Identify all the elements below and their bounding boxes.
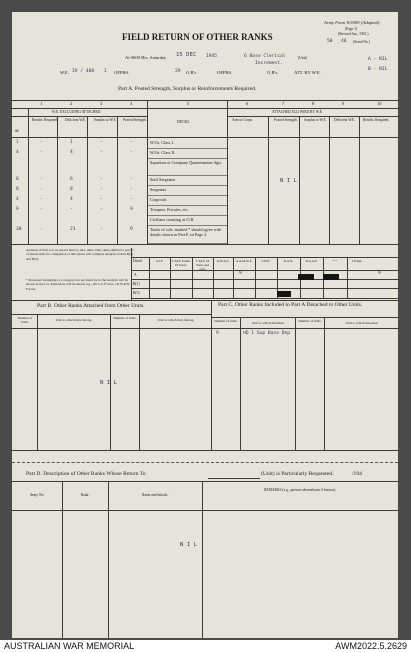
row-label: Sergeants [150,187,167,192]
analysis-row-b1: B(1) [133,282,140,286]
analysis-head-1: A.I.F. [155,259,164,263]
analysis-total-value: 9 [378,271,381,276]
row-value-c3: - [100,187,103,192]
attached-nil: N I L [280,178,297,184]
attached-heading: ATTACHED ALLOWED BY W.E. [272,110,323,114]
col-head-2: Deficient W.E. [65,118,87,122]
column-number-6: 6 [246,101,249,106]
redaction-civil [277,291,291,297]
col-head-10: Reinfts. Required. [363,118,390,122]
or-hand: 29 [175,69,181,74]
or-label-2: O.R's. [267,70,279,75]
analysis-awas-value: 9 [239,271,242,276]
row-value-we: 4 [16,150,19,155]
part-bc-head-7: Number of O.Rs. [298,319,322,323]
analysis-head-9: * * [332,259,338,263]
row-value-c3: - [100,150,103,155]
offrs-hand: 1 [104,69,107,74]
part-c-row-num: 9 [216,331,219,336]
footer-left: AUSTRALIAN WAR MEMORIAL [4,641,135,651]
analysis-detail-label: Detail [133,259,142,263]
punch-hole-top [2,120,11,129]
part-b-heading: Part B. Other Ranks Attached from Other Units. [37,303,145,309]
form-id: Army Form W3009 [324,20,360,25]
row-value-c3: - [100,207,103,212]
analysis-head-6: CIVIL [261,259,271,263]
part-bc-head-2: Unit to which they belong. [55,318,93,322]
row-value-c2: 4 [70,150,73,155]
punch-hole-bottom [2,520,11,529]
row-value-c1: - [40,197,43,202]
row-value-c4: - [130,187,133,192]
col-head-9: Deficient W.E. [334,118,356,122]
row-value-c3: - [100,197,103,202]
row-value-we: 30 [16,227,22,232]
row-value-c4: - [130,197,133,202]
row-value-c2: 8 [70,187,73,192]
analysis-head-7: R.A.N. [283,259,294,263]
column-number-9: 9 [342,101,345,106]
analysis-head-5: A.A.M.W.S. [235,259,253,263]
analysis-row-b3: B(3) [133,291,140,295]
we-excl-heading: W.E. EXCLUDING ATTACHED. [52,110,102,114]
row-value-c2: 21 [70,227,76,232]
row-label: Staff Sergeants [150,177,176,182]
analysis-head-2: C.M.F. Under 18 Years. [171,259,191,267]
row-label: Totals of cols. marked * should agree with details shown in Part E on Page 2. [150,227,222,237]
we-marker: WE [15,129,20,133]
row-value-c1: - [40,227,43,232]
page-number: (Page 1) [345,27,358,31]
row-value-c2: 4 [70,197,73,202]
unit-hand: 6 Base Clerical [244,54,286,59]
part-bc-head-4: Unit to which they belong. [157,318,195,322]
row-value-c3: - [100,227,103,232]
row-value-c4: - [130,150,133,155]
col-head-1: Reinfts. Required. [32,118,59,122]
part-bc-head-3: Number of O.Rs. [113,316,137,320]
offrs-label-2: OFFRS. [217,70,233,75]
row-value-c2: - [70,207,73,212]
row-value-c4: - [130,140,133,145]
b-nil: B - NIL [368,67,388,72]
column-number-7: 7 [282,101,285,106]
redaction-ran [298,274,314,280]
column-number-1: 1 [40,101,43,106]
row-label: Squadron or Company Quartermaster Sgts. [150,160,223,165]
part-d-head-1: Army No. [29,493,45,497]
revised-date: (Revised Jan., 1941.) [338,32,369,36]
part-b-nil: N I L [100,380,117,386]
part-d-head-3: Name and Initials. [141,493,169,497]
part-d-date: /194 [352,471,362,477]
col-head-3: Surplus to W.E. [94,118,117,122]
row-value-we: 6 [16,177,19,182]
column-number-10: 10 [377,101,382,106]
analysis-head-10: TOTAL [351,259,363,263]
part-d-heading-2: (Unit) is Particularly Requested. [261,471,334,477]
column-number-4: 4 [130,101,133,106]
part-bc-head-5: Number of O.Rs. [214,319,238,323]
part-bc-head-1: Number of O.Rs. [17,316,33,324]
unit-label: (Unit) [298,56,307,60]
row-value-c4: 9 [130,227,133,232]
footer-right: AWM2022.5.2629 [335,641,407,651]
part-c-row-unit: HQ 1 Sup Base Dep [243,331,291,336]
att-label: ATT. BY W.E. [294,70,321,75]
row-value-we: 8 [16,187,19,192]
part-d-nil: N I L [180,542,197,548]
row-value-c4: - [130,177,133,182]
column-number-3: 3 [100,101,103,106]
row-value-c2: 6 [70,177,73,182]
row-value-c2: 1 [70,140,73,145]
analysis-head-3: C.M.F. 18 Years and over. [195,259,210,271]
col-head-8: Surplus to W.E. [304,118,327,122]
row-label: Troopers, Privates, etc. [150,207,189,212]
fold-line [12,462,398,463]
column-number-5: 5 [187,101,190,106]
or-label: O.R's [186,70,197,75]
analysis-note: Analysis of Part A to be shown here by ALL units. Only units entitled to para. 7 of instructions for completion of this return will complete analysis of Part B(1) and B(3). [26,248,134,261]
col-head-7: Posted Strength. [274,118,298,122]
row-value-c3: - [100,140,103,145]
detail-heading: DETAIL [177,120,190,124]
analysis-head-4: A.W.A.S. [216,259,230,263]
col-head-6: Arm or Corps. [232,118,253,122]
row-value-c4: 9 [130,207,133,212]
row-value-we: 1 [16,140,19,145]
row-value-c1: - [40,140,43,145]
part-d-head-4: REMARKS (e.g., present whereabouts if known). [264,488,336,492]
row-label: W.Os. Class I. [150,140,174,145]
serial-no: 50 [327,39,333,44]
row-value-we: 4 [16,197,19,202]
offrs-label: OFFRS. [114,70,130,75]
serial-no-2: 46 [341,39,347,44]
row-label: W.Os. Class II. [150,150,176,155]
part-bc-head-8: Unit to which detached. [345,321,379,325]
part-bc-head-6: Unit to which detached. [251,321,285,325]
redaction-raaf [323,274,339,280]
unit-hand-2: Increment. [255,61,283,66]
date-hand: 15 DEC [176,52,197,58]
col-head-4: Posted Strength. [123,118,147,122]
form-title: FIELD RETURN OF OTHER RANKS [122,32,273,42]
row-value-c1: - [40,150,43,155]
year: 1945 [206,54,218,59]
form-adapted: (Adapted) [361,20,380,25]
serial-label: (Serial No.) [353,40,370,44]
row-value-we: 9 [16,207,19,212]
part-d-heading: Part D. Description of Other Ranks Whose Return To [26,471,146,477]
part-a-heading: Part A. Posted Strength, Surplus or Reinforcements Required. [118,86,257,92]
row-value-c1: - [40,207,43,212]
footer-bar [0,640,411,653]
column-number-8: 8 [312,101,315,106]
row-label: Civilians counting as O.R. [150,217,195,222]
row-label: Corporals [150,197,167,202]
row-value-c3: - [100,177,103,182]
a-nil: A - NIL [368,57,388,62]
personnel-note: * Personnel belonging to a category not provided for in the analysis will be shown in the Col. Particulars will be shown e.g., 2N C.S. Forces, 1N W.R.N. Forces. [26,278,131,291]
row-value-c1: - [40,177,43,182]
we-hand: IV / 400 [72,69,95,74]
row-value-c1: - [40,187,43,192]
analysis-row-a: A [134,273,137,277]
part-c-heading: Part C. Other Ranks Included in Part A Detached to Other Units. [218,302,363,308]
part-d-head-2: Rank. [80,493,90,497]
we-prefix: W.E. [60,70,70,75]
column-number-2: 2 [70,101,73,106]
at-prefix: At 0600 Hrs. Saturday [125,55,167,60]
analysis-head-8: R.A.A.F. [305,259,318,263]
form-page: Army Form W3009 (Adapted) (Page 1) (Revised Jan., 1941.) 50 , 46 (Serial No.) A - NIL B - NIL FIELD RETURN OF OTHER RANKS At 0600 Hrs. Saturday 15 DEC 1945 6 Base Clerical Increment. (Unit) W.E. IV / 400 1 OFFRS. 29 O.R's OFFRS. O.R's. ATT. BY W.E. Part A. Posted Strength, Surplus or Reinforcements Required. 1 2 3 4 5 6 7 8 9 10 W.E. EXCLUDING ATTACHED. DETAIL ATTACHED ALLOWED BY W.E. Reinfts. Required. Deficient W.E. Surplus to W.E. Posted Strength. Arm or Corps. Posted Strength. Surplus to W.E. Deficient W.E. Reinfts. Required. WE W.Os. Class I. 1 - 1 - - W.Os. Class II. 4 - 4 - - Squadron or Company Quartermaster Sgts. Staff Sergeants 6 - 6 - - Sergeants 8 - 8 - - Corporals 4 - 4 - - Troopers, Privates, etc. 9 - - - 9 Civilians counting as O.R. Totals of cols. marked * should agree with details shown in Part E on Page 2. 30 - 21 - 9 N I L Analysis of Part A to be shown here by ALL units. Only units entitled to para. 7 of instructions for completion of this return will complete analysis of Part B(1) and B(3). * Personnel belonging to a category not provided for in the analysis will be shown in the Col. Particulars will be shown e.g., 2N C.S. Forces, 1N W.R.N. Forces. Detail A B(1) B(3) A.I.F. C.M.F. Under 18 Years. C.M.F. 18 Years and over. A.W.A.S. A.A.M.W.S. CIVIL R.A.N. R.A.A.F. * * TOTAL 9 9 Part B. Other Ranks Attached from Other Units. Part C. Other Ranks Included in Part A Detached to Other Units. Number of O.Rs. Unit to which they belong. Number of O.Rs. Unit to which they belong. Number of O.Rs. Unit to which detached. Number of O.Rs. Unit to which detached. N I L 9 HQ 1 Sup Base Dep Part D. Description of Other Ranks Whose Return To (Unit) is Particularly Requested. /194 Army No. Rank. Name and Initials. REMARKS (e.g., present whereabouts if known). N I L [12,12,398,638]
